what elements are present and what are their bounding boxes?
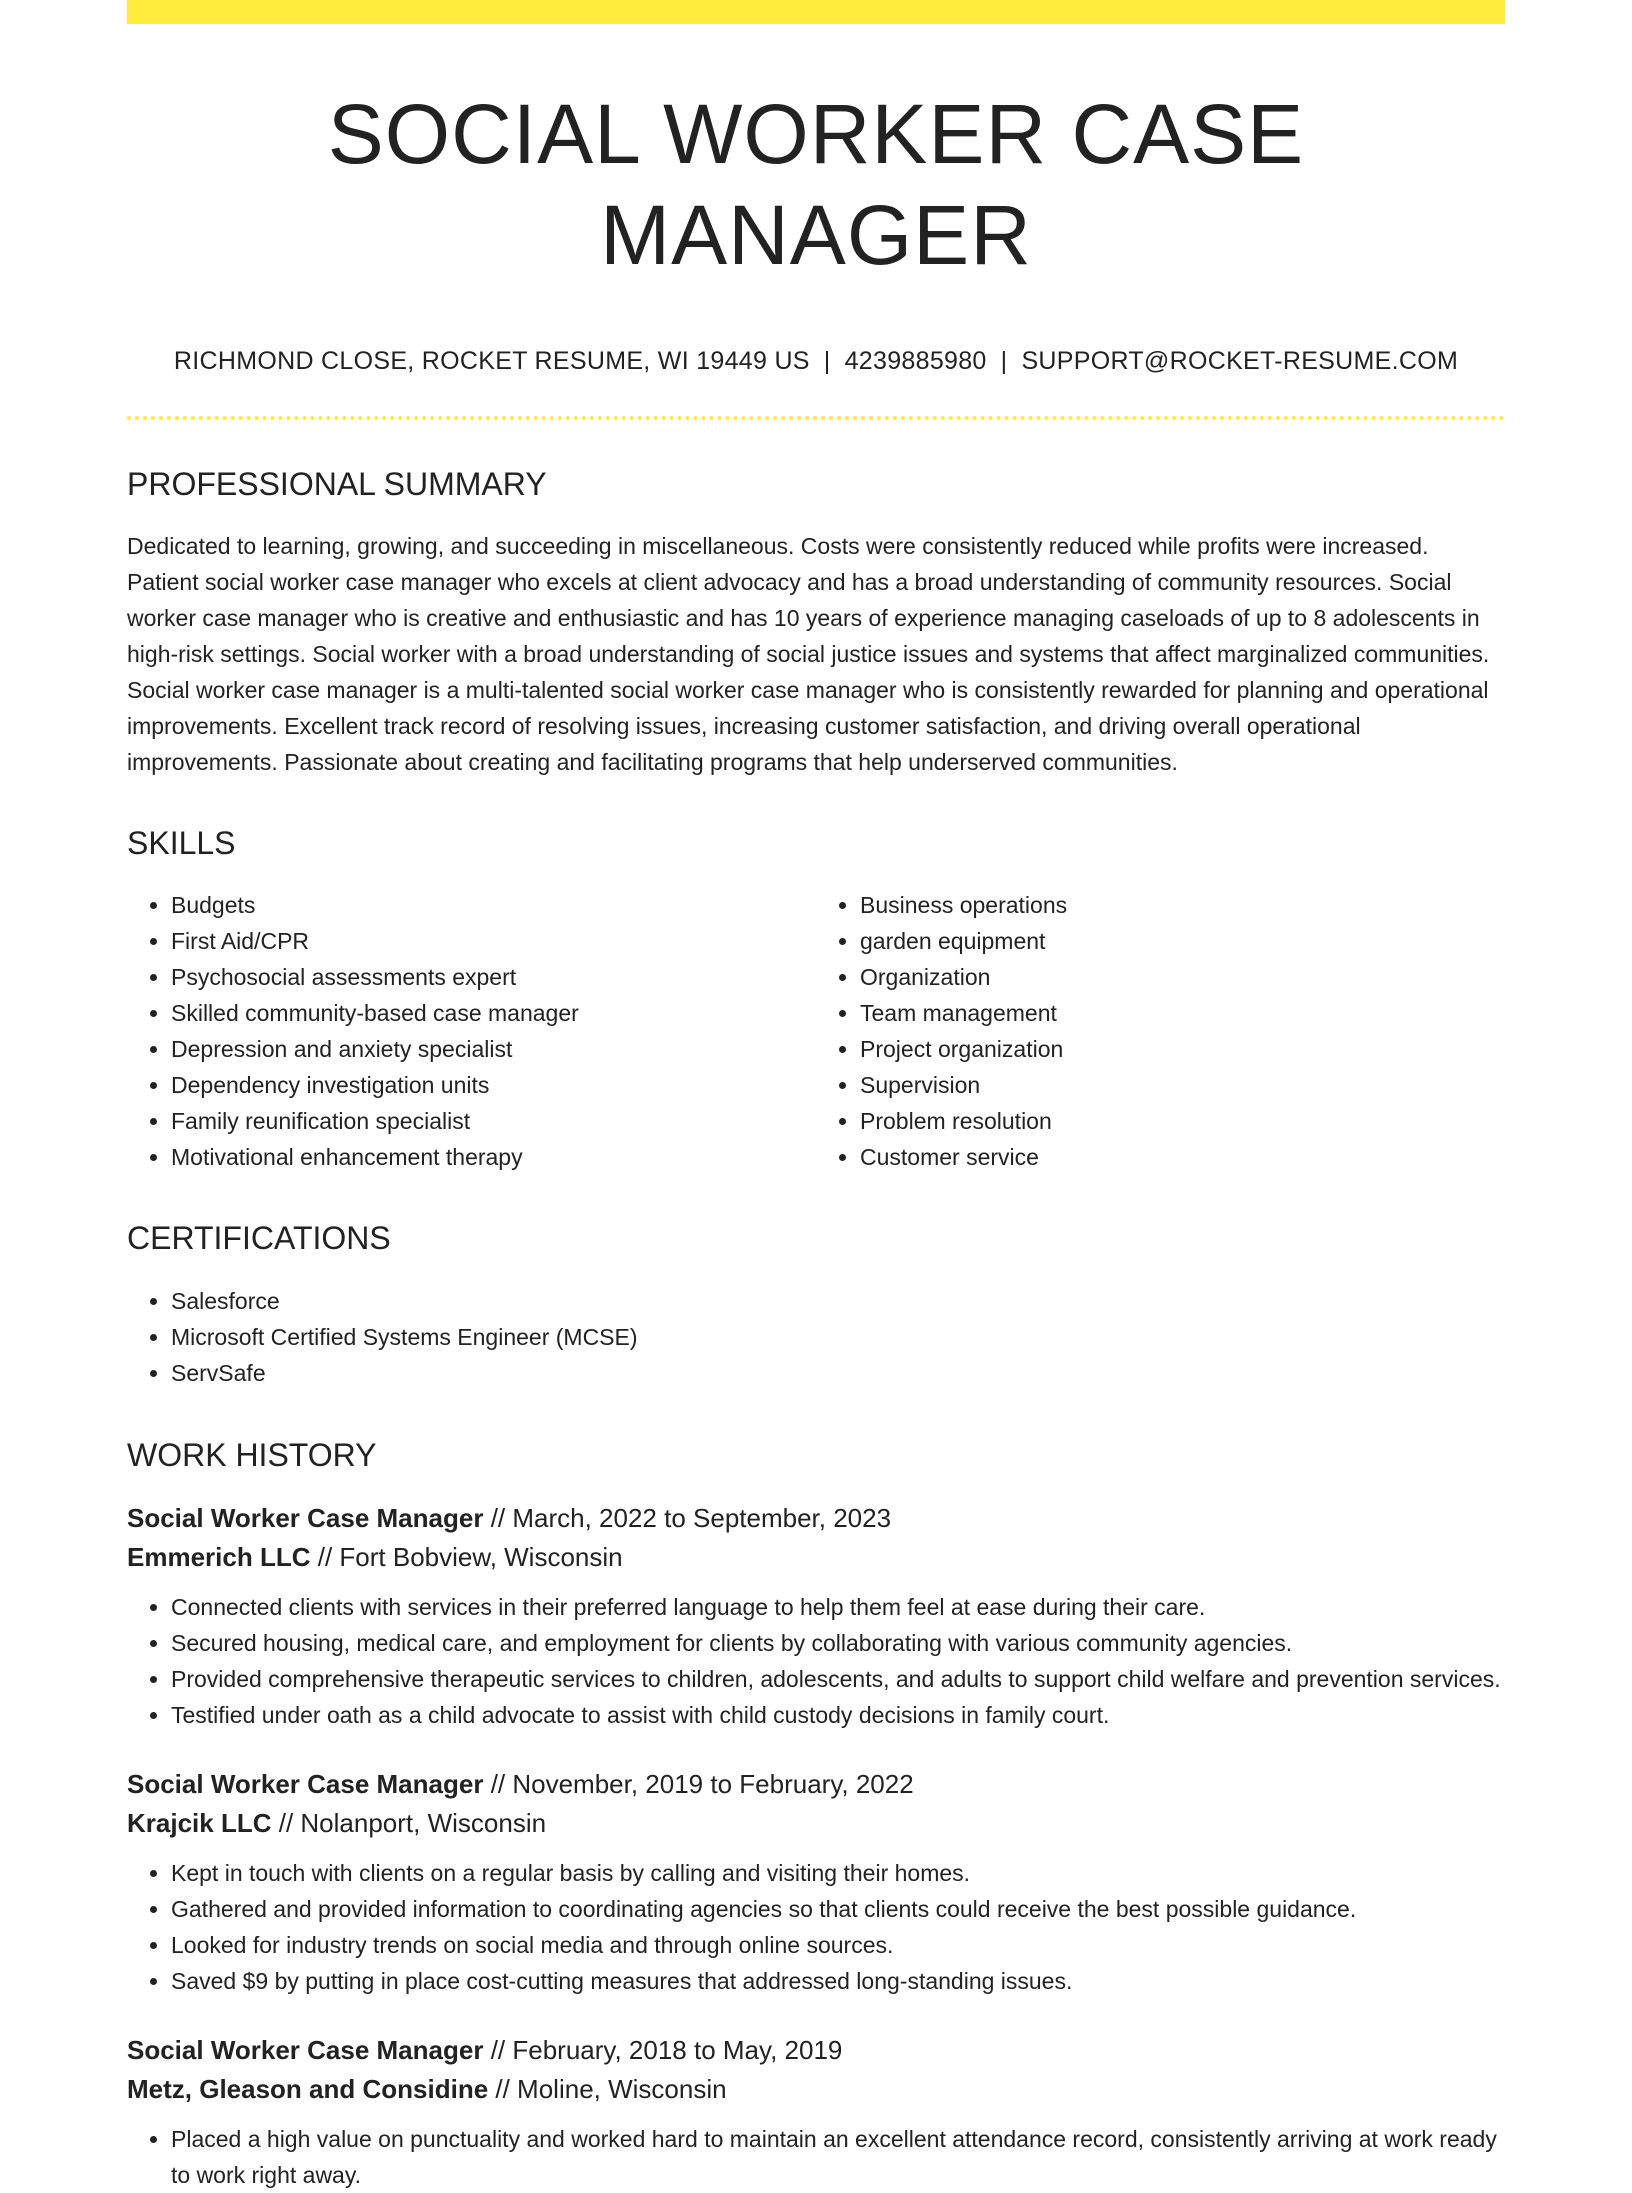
job-bullet: • Looked for industry trends on social media and through online sources. — [171, 1927, 1505, 1963]
job-bullet: • Gathered and provided information to coordinating agencies so that clients could receive the best possible guidance. — [171, 1891, 1505, 1927]
skill-item: • Motivational enhancement therapy — [171, 1139, 816, 1175]
skill-item: • First Aid/CPR — [171, 923, 816, 959]
job-role: Social Worker Case Manager — [127, 2035, 484, 2066]
job-bullets — [127, 1589, 1505, 1733]
summary-text: Dedicated to learning, growing, and succeeding in miscellaneous. Costs were consistently reduced while profits were increased. Patient social worker case manager who excels at client advocacy and has a broad understanding of community resources. Social worker case manager who is creative and enthusiastic and has 10 years of experience managing caseloads of up to 8 adolescents in high-risk settings. Social worker with a broad understanding of social justice issues and systems that affect marginalized communities. Social worker case manager is a multi-talented social worker case manager who is consistently rewarded for planning and operational improvements. Excellent track record of resolving issues, increasing customer satisfaction, and driving overall operational improvements. Passionate about creating and facilitating programs that help underserved communities. — [127, 532, 1490, 775]
job-bullet: • Connected clients with services in their preferred language to help them feel at ease during their care. — [171, 1589, 1505, 1625]
skills-column-left — [127, 887, 816, 1175]
job-bullet: • Placed a high value on punctuality and worked hard to maintain an excellent attendance record, consistently arriving at work ready to work right away. — [171, 2121, 1505, 2193]
separator: | — [823, 346, 831, 375]
skill-item: • Business operations — [860, 887, 1505, 923]
job-bullets — [127, 1855, 1505, 1999]
skills-column-right — [816, 887, 1505, 1175]
address: RICHMOND CLOSE, ROCKET RESUME, WI 19449 US — [173, 346, 810, 375]
skill-item: • Problem resolution — [860, 1103, 1505, 1139]
job-bullet: • Saved $9 by putting in place cost-cutting measures that addressed long-standing issues. — [171, 1963, 1505, 1999]
job-bullet: • Kept in touch with clients on a regular basis by calling and visiting their homes. — [171, 1855, 1505, 1891]
job-bullet: • Provided comprehensive therapeutic services to children, adolescents, and adults to support child welfare and prevention services. — [171, 1661, 1505, 1697]
resume-title: SOCIAL WORKER CASE MANAGER — [327, 87, 1305, 282]
job-entry — [127, 2031, 1505, 2193]
skill-item: • Budgets — [171, 887, 816, 923]
work-history-heading: WORK HISTORY — [127, 1436, 377, 1473]
skill-item: • Supervision — [860, 1067, 1505, 1103]
job-company-line — [127, 1804, 1505, 1843]
job-company-line — [127, 1538, 1505, 1577]
job-dates: // February, 2018 to May, 2019 — [490, 2035, 843, 2066]
job-company: Metz, Gleason and Considine — [127, 2074, 489, 2105]
job-company-line — [127, 2070, 1505, 2109]
job-dates: // November, 2019 to February, 2022 — [490, 1769, 914, 1800]
job-entry — [127, 1765, 1505, 1999]
skill-item: • Team management — [860, 995, 1505, 1031]
job-title-line — [127, 1765, 1505, 1804]
certification-item: • Microsoft Certified Systems Engineer (MCSE) — [171, 1319, 1505, 1355]
skill-item: • Skilled community-based case manager — [171, 995, 816, 1031]
phone: 4239885980 — [844, 346, 987, 375]
contact-line — [127, 346, 1505, 376]
skill-item: • Dependency investigation units — [171, 1067, 816, 1103]
job-role: Social Worker Case Manager — [127, 1503, 484, 1534]
certification-item: • ServSafe — [171, 1355, 1505, 1391]
skills-heading: SKILLS — [127, 824, 236, 861]
job-bullets — [127, 2121, 1505, 2193]
skill-item: • Family reunification specialist — [171, 1103, 816, 1139]
separator: | — [1000, 346, 1008, 375]
resume-page — [127, 0, 1505, 2193]
dotted-divider — [127, 416, 1505, 420]
job-bullet: • Secured housing, medical care, and employment for clients by collaborating with various community agencies. — [171, 1625, 1505, 1661]
job-company: Emmerich LLC — [127, 1542, 311, 1573]
job-role: Social Worker Case Manager — [127, 1769, 484, 1800]
skills-list — [127, 887, 1505, 1175]
certification-item: • Salesforce — [171, 1283, 1505, 1319]
summary-heading: PROFESSIONAL SUMMARY — [127, 465, 547, 502]
job-location: // Moline, Wisconsin — [495, 2074, 727, 2105]
job-entry — [127, 1499, 1505, 1733]
certifications-list — [127, 1283, 1505, 1391]
job-title-line — [127, 2031, 1505, 2070]
job-dates: // March, 2022 to September, 2023 — [490, 1503, 892, 1534]
job-location: // Nolanport, Wisconsin — [278, 1808, 547, 1839]
job-location: // Fort Bobview, Wisconsin — [317, 1542, 623, 1573]
email: SUPPORT@ROCKET-RESUME.COM — [1021, 346, 1459, 375]
skill-item: • Customer service — [860, 1139, 1505, 1175]
skill-item: • Depression and anxiety specialist — [171, 1031, 816, 1067]
job-company: Krajcik LLC — [127, 1808, 272, 1839]
job-title-line — [127, 1499, 1505, 1538]
skill-item: • Organization — [860, 959, 1505, 995]
job-bullet: • Testified under oath as a child advocate to assist with child custody decisions in family court. — [171, 1697, 1505, 1733]
certifications-heading: CERTIFICATIONS — [127, 1220, 391, 1257]
top-accent-bar — [127, 0, 1505, 24]
skill-item: • Project organization — [860, 1031, 1505, 1067]
skill-item: • garden equipment — [860, 923, 1505, 959]
skill-item: • Psychosocial assessments expert — [171, 959, 816, 995]
